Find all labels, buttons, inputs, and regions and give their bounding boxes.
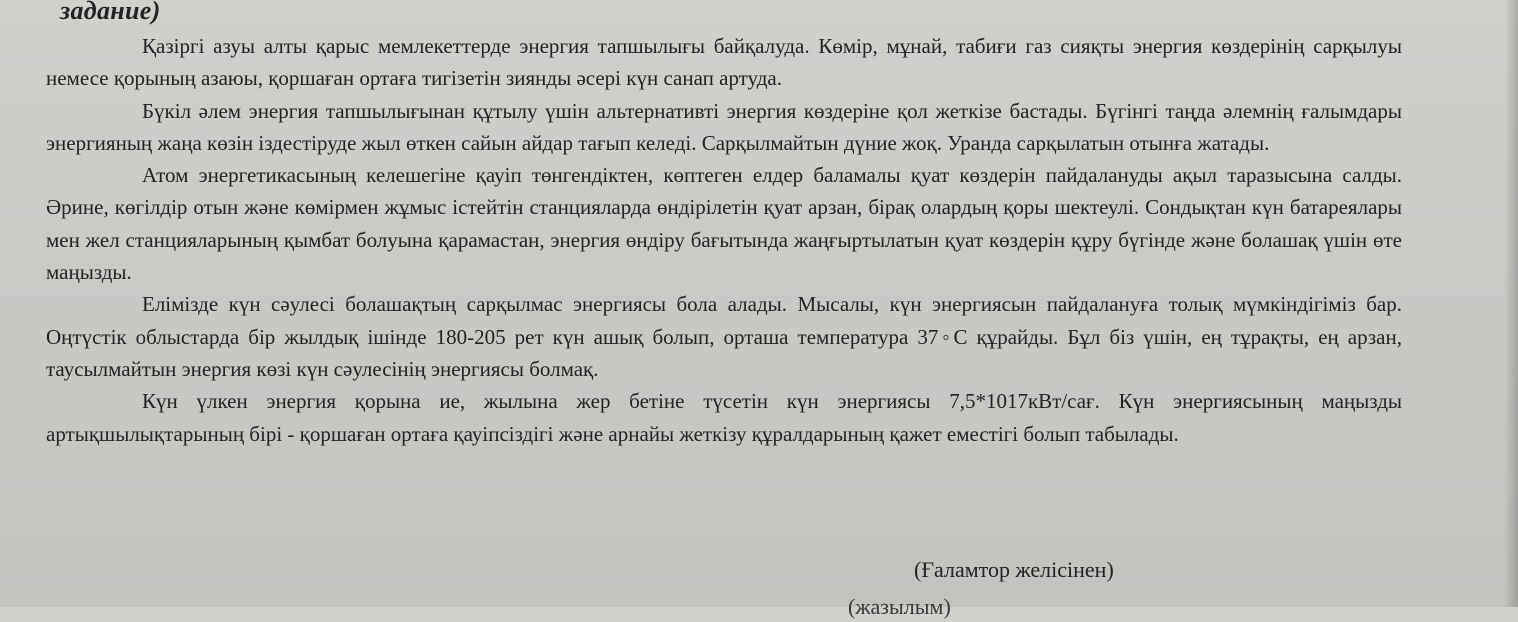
body-text	[46, 30, 1402, 450]
paragraph-5: Күн үлкен энергия қорына ие, жылына жер бетіне түсетін күн энергиясы 7,5*1017кВт/сағ. Күн энергиясының маңызды артықшылықтарының бірі - қоршаған ортаға қауіпсіздігі және арнайы жеткізу құралдарының қажет еместігі болып табылады.	[46, 389, 1402, 446]
section-heading: задание)	[60, 0, 161, 25]
paragraph-4: Елімізде күн сәулесі болашақтың сарқылмас энергиясы бола алады. Мысалы, күн энергиясын пайдалануға толық мүмкіндігіміз бар. Оңтүстік облыстарда бір жылдық ішінде 180-205 рет күн ашық болып, орташа температура 37◦С құрайды. Бұл біз үшін, ең тұрақты, ең арзан, таусылмайтын энергия көзі күн сәулесінің энергиясы болмақ.	[46, 292, 1402, 381]
paragraph-3: Атом энергетикасының келешегіне қауіп төнгендіктен, көптеген елдер баламалы қуат көздерін пайдалануды ақыл таразысына салды. Әрине, көгілдір отын және көмірмен жұмыс істейтін станцияларда өндірілетін қуат арзан, бірақ олардың қоры шектеулі. Сондықтан күн батареялары мен жел станцияларының қымбат болуына қарамастан, энергия өндіру бағытында жаңғыртылатын қуат көздерін құру бүгінде және болашақ үшін өте маңызды.	[46, 163, 1402, 285]
paragraph-1: Қазіргі азуы алты қарыс мемлекеттерде энергия тапшылығы байқалуда. Көмір, мұнай, табиғи газ сияқты энергия көздерінің сарқылуы немесе қорының азаюы, қоршаған ортаға тигізетін зиянды әсері күн санап артуда.	[46, 34, 1402, 91]
cut-off-line: (жазылым)	[848, 594, 951, 619]
source-citation: (Ғаламтор желісінен)	[914, 557, 1114, 582]
page-edge-shadow	[1504, 0, 1518, 607]
paragraph-2: Бүкіл әлем энергия тапшылығынан құтылу үшін альтернативті энергия көздеріне қол жеткізе бастады. Бүгінгі таңда әлемнің ғалымдары энергияның жаңа көзін іздестіруде жыл өткен сайын айдар тағып келеді. Сарқылмайтын дүние жоқ. Уранда сарқылатын отынға жатады.	[46, 98, 1402, 155]
